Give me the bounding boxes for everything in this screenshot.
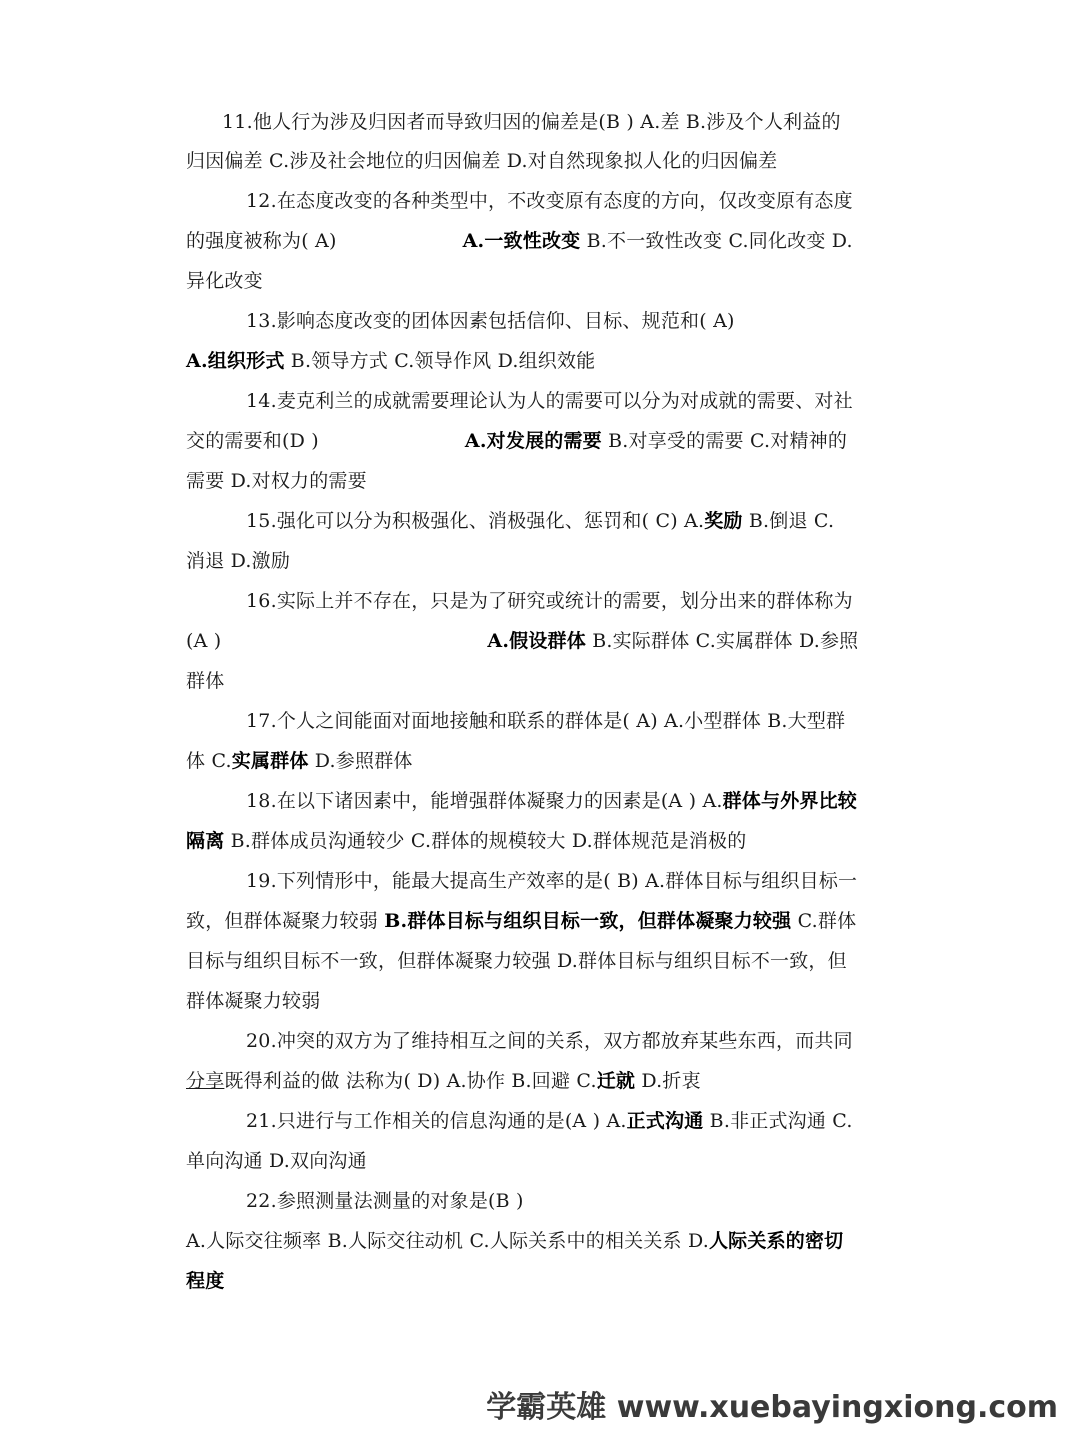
question-12-stem <box>246 188 853 214</box>
answer-highlight: 奖励 <box>704 510 743 532</box>
question-14-stem <box>246 388 853 414</box>
question-text: C.群体 <box>791 910 857 932</box>
question-16-line <box>186 668 224 694</box>
question-14-line <box>186 428 847 454</box>
question-19-line <box>186 908 856 934</box>
answer-highlight: 实属群体 <box>231 750 309 772</box>
answer-highlight: B.群体目标与组织目标一致，但群体凝聚力较强 <box>384 910 792 932</box>
question-18-stem <box>246 788 857 814</box>
question-text: D.参照群体 <box>308 750 413 772</box>
question-15-line <box>186 548 290 574</box>
question-18-line <box>186 828 746 854</box>
question-text: (A ) <box>186 630 222 652</box>
question-17-line <box>186 748 413 774</box>
question-text: B.非正式沟通 C. <box>703 1110 853 1132</box>
question-21-line <box>186 1148 367 1174</box>
question-16-line <box>186 628 858 654</box>
question-text: 15.强化可以分为积极强化、消极强化、惩罚和( C) A. <box>246 510 705 532</box>
question-20-stem <box>246 1028 853 1054</box>
question-text: 14.麦克利兰的成就需要理论认为人的需要可以分为对成就的需要、对社 <box>246 390 853 412</box>
question-22-stem <box>246 1188 524 1214</box>
question-text: 需要 D.对权力的需要 <box>186 470 367 492</box>
question-text: 异化改变 <box>186 270 263 292</box>
question-text: 19.下列情形中，能最大提高生产效率的是( B) A.群体目标与组织目标一 <box>246 870 858 892</box>
question-text: 分享 <box>186 1070 225 1092</box>
question-text: 归因偏差 C.涉及社会地位的归因偏差 D.对自然现象拟人化的归因偏差 <box>186 150 778 172</box>
question-text: B.倒退 C. <box>742 510 835 532</box>
question-13-line <box>186 348 595 374</box>
question-text: 致，但群体凝聚力较弱 <box>186 910 385 932</box>
answer-highlight: 程度 <box>186 1270 225 1292</box>
question-text: B.群体成员沟通较少 C.群体的规模较大 D.群体规范是消极的 <box>224 830 747 852</box>
question-22-line <box>186 1268 224 1294</box>
question-11-line <box>186 148 777 174</box>
question-text: 体 C. <box>186 750 232 772</box>
answer-highlight: 正式沟通 <box>626 1110 704 1132</box>
question-11-stem <box>222 109 841 135</box>
answer-highlight: A.组织形式 <box>186 350 285 372</box>
question-text: 群体凝聚力较弱 <box>186 990 321 1012</box>
site-watermark: 学霸英雄 www.xuebayingxiong.com <box>486 1390 1058 1425</box>
question-text: 交的需要和(D ) <box>186 430 319 452</box>
answer-highlight: A.一致性改变 <box>462 230 581 252</box>
question-text: 既得利益的做 法称为( D) A.协作 B.回避 C. <box>224 1070 597 1092</box>
question-text: 20.冲突的双方为了维持相互之间的关系，双方都放弃某些东西，而共同 <box>246 1030 853 1052</box>
question-text: A.人际交往频率 B.人际交往动机 C.人际关系中的相关关系 D. <box>186 1230 709 1252</box>
question-19-line <box>186 988 320 1014</box>
question-text: B.领导方式 C.领导作风 D.组织效能 <box>284 350 596 372</box>
question-19-stem <box>246 868 857 894</box>
question-text: 22.参照测量法测量的对象是(B ) <box>246 1190 524 1212</box>
question-17-stem <box>246 708 845 734</box>
question-13-stem <box>246 308 735 334</box>
answer-highlight: A.假设群体 <box>487 630 586 652</box>
question-text: B.实际群体 C.实属群体 D.参照 <box>585 630 859 652</box>
question-text: 消退 D.激励 <box>186 550 291 572</box>
question-text: 12.在态度改变的各种类型中，不改变原有态度的方向，仅改变原有态度 <box>246 190 853 212</box>
question-text: 群体 <box>186 670 225 692</box>
question-text: 13.影响态度改变的团体因素包括信仰、目标、规范和( A) <box>246 310 735 332</box>
question-text: D.折衷 <box>635 1070 701 1092</box>
question-text: 目标与组织目标不一致，但群体凝聚力较强 D.群体目标与组织目标不一致，但 <box>186 950 847 972</box>
question-text: 的强度被称为( A) <box>186 230 337 252</box>
question-text: 16.实际上并不存在，只是为了研究或统计的需要，划分出来的群体称为 <box>246 590 853 612</box>
question-12-line <box>186 228 853 254</box>
question-text: B.对享受的需要 C.对精神的 <box>601 430 848 452</box>
question-12-line <box>186 268 263 294</box>
answer-highlight: 群体与外界比较 <box>722 790 858 812</box>
question-text: B.不一致性改变 C.同化改变 D. <box>580 230 853 252</box>
answer-highlight: 隔离 <box>186 830 225 852</box>
question-15-stem <box>246 508 834 534</box>
question-text: 单向沟通 D.双向沟通 <box>186 1150 367 1172</box>
question-22-line <box>186 1228 843 1254</box>
question-text: 17.个人之间能面对面地接触和联系的群体是( A) A.小型群体 B.大型群 <box>246 710 846 732</box>
question-14-line <box>186 468 367 494</box>
answer-highlight: 人际关系的密切 <box>708 1230 844 1252</box>
answer-highlight: 迁就 <box>596 1070 636 1092</box>
answer-highlight: A.对发展的需要 <box>464 430 602 452</box>
question-text: 11.他人行为涉及归因者而导致归因的偏差是(B ) A.差 B.涉及个人利益的 <box>222 111 841 133</box>
question-21-stem <box>246 1108 853 1134</box>
question-text: 21.只进行与工作相关的信息沟通的是(A ) A. <box>246 1110 627 1132</box>
question-16-stem <box>246 588 853 614</box>
question-19-line <box>186 948 847 974</box>
question-text: 18.在以下诸因素中，能增强群体凝聚力的因素是(A ) A. <box>246 790 723 812</box>
question-20-line <box>186 1068 701 1094</box>
